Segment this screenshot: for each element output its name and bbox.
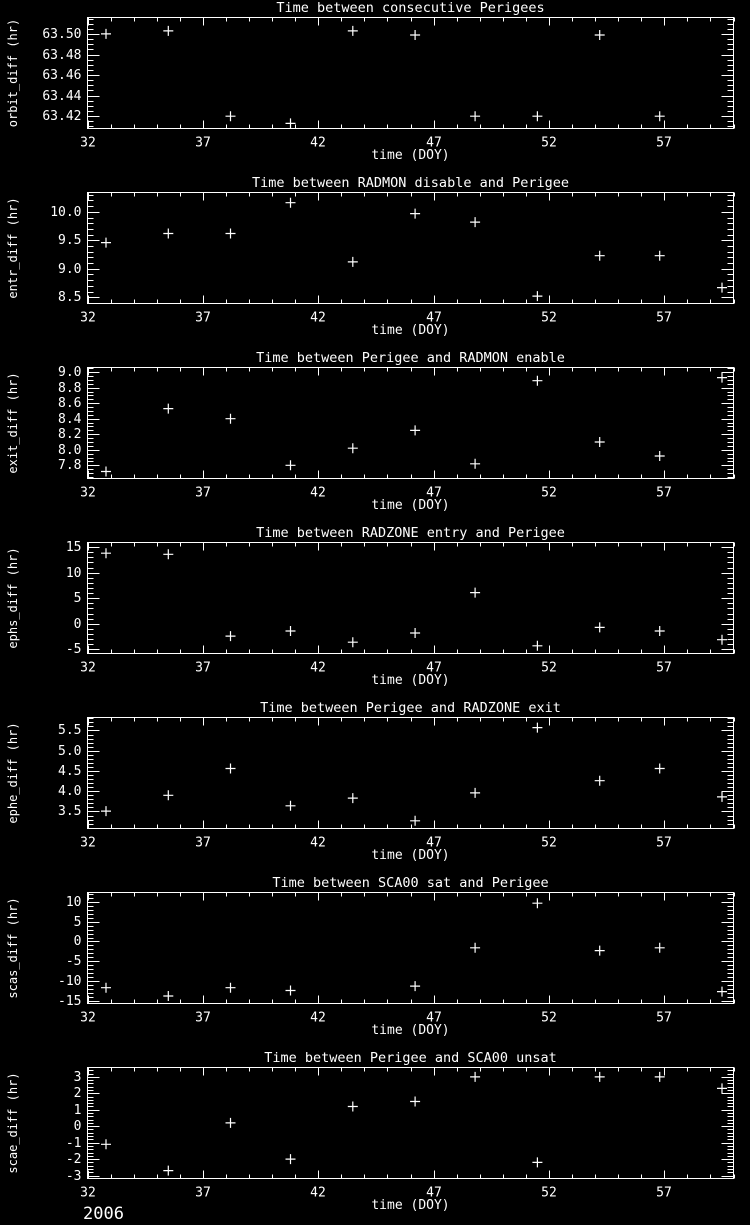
subplot-entr-diff [0,175,750,350]
plot-title: Time between Perigee and RADMON enable [256,350,565,366]
x-axis-label: time (DOY) [371,1023,450,1038]
data-point-markers [101,548,727,651]
data-point-markers [101,723,727,826]
x-tick-label: 52 [541,660,557,676]
plot-title: Time between SCA00 sat and Perigee [272,875,549,891]
y-tick-label: 8.6 [58,396,82,411]
x-tick-label: 32 [80,135,96,151]
x-tick-label: 52 [541,1010,557,1026]
y-tick-label: 63.48 [42,48,82,63]
x-tick-label: 42 [310,835,326,851]
y-axis-label: exit_diff (hr) [6,372,20,474]
axis-ticks [88,893,735,1004]
y-tick-label: 5 [73,591,82,606]
x-tick-label: 57 [656,835,672,851]
y-axis-label: ephe_diff (hr) [6,722,20,824]
y-tick-label: -1 [65,1136,82,1151]
x-tick-label: 32 [80,660,96,676]
x-axis-label: time (DOY) [371,148,450,163]
plot-frame [88,18,734,129]
y-tick-label: 5.0 [58,744,82,759]
y-tick-label: 2 [73,1086,82,1101]
x-tick-label: 37 [195,1185,211,1201]
plot-frame [88,718,734,829]
x-tick-label: 32 [80,1185,96,1201]
axis-ticks [88,718,735,829]
x-tick-label: 57 [656,1185,672,1201]
plot-title: Time between RADZONE entry and Perigee [256,525,565,541]
data-point-markers [101,26,665,128]
plot-title: Time between Perigee and RADZONE exit [260,700,561,716]
data-point-markers [101,1072,727,1176]
x-tick-label: 42 [310,1010,326,1026]
axis-ticks [88,193,735,304]
plot-title: Time between consecutive Perigees [276,0,545,16]
y-tick-label: 3.5 [58,804,82,819]
x-tick-label: 42 [310,135,326,151]
x-axis-label: time (DOY) [371,673,450,688]
year-label: 2006 [83,1204,124,1224]
axis-ticks [88,1068,735,1179]
y-tick-label: 10 [65,895,82,910]
y-axis-label: entr_diff (hr) [6,197,20,299]
axis-ticks [88,543,735,654]
x-tick-label: 47 [426,835,442,851]
x-tick-label: 52 [541,310,557,326]
data-point-markers [101,198,727,301]
x-tick-label: 57 [656,660,672,676]
y-tick-label: 4.0 [58,784,82,799]
x-tick-label: 52 [541,835,557,851]
x-tick-label: 47 [426,1010,442,1026]
x-tick-label: 47 [426,1185,442,1201]
y-tick-label: -5 [65,642,82,657]
x-tick-label: 57 [656,310,672,326]
y-axis-label: scas_diff (hr) [6,897,20,999]
subplot-ephe-diff [0,700,750,875]
plot-frame [88,368,734,479]
axis-ticks [88,368,735,479]
y-tick-label: 15 [65,540,82,555]
y-tick-label: 0 [73,934,82,949]
y-tick-label: 9.5 [58,233,82,248]
subplot-exit-diff [0,350,750,525]
y-tick-label: 9.0 [58,365,82,380]
y-axis-label: scae_diff (hr) [6,1072,20,1174]
y-tick-label: 1 [73,1103,82,1118]
x-tick-label: 42 [310,660,326,676]
y-tick-label: 0 [73,1119,82,1134]
x-tick-label: 37 [195,135,211,151]
x-tick-label: 47 [426,660,442,676]
x-tick-label: 42 [310,1185,326,1201]
x-tick-label: 32 [80,835,96,851]
y-tick-label: 10 [65,566,82,581]
x-tick-label: 37 [195,660,211,676]
subplot-ephs-diff [0,525,750,700]
plot-frame [88,543,734,654]
x-tick-label: 47 [426,310,442,326]
x-tick-label: 32 [80,310,96,326]
x-tick-label: 42 [310,310,326,326]
x-tick-label: 37 [195,485,211,501]
y-axis-label: ephs_diff (hr) [6,547,20,649]
subplot-orbit-diff [0,0,750,175]
y-tick-label: 9.0 [58,262,82,277]
x-axis-label: time (DOY) [371,1198,450,1213]
y-tick-label: 5 [73,915,82,930]
y-tick-label: 63.50 [42,27,82,42]
x-tick-label: 37 [195,310,211,326]
y-tick-label: 8.4 [58,412,82,427]
y-tick-label: 63.46 [42,68,82,83]
y-tick-label: -2 [65,1152,82,1167]
x-tick-label: 47 [426,135,442,151]
y-tick-label: 3 [73,1070,82,1085]
x-tick-label: 37 [195,1010,211,1026]
y-tick-label: 5.5 [58,723,82,738]
x-tick-label: 37 [195,835,211,851]
y-tick-label: -10 [58,974,82,989]
x-tick-label: 47 [426,485,442,501]
data-point-markers [101,898,727,1001]
y-tick-label: 4.5 [58,764,82,779]
y-tick-label: 8.0 [58,443,82,458]
subplot-scae-diff [0,1050,750,1225]
data-point-markers [101,373,727,477]
x-tick-label: 32 [80,485,96,501]
x-tick-label: 52 [541,485,557,501]
x-tick-label: 57 [656,135,672,151]
plot-frame [88,893,734,1004]
y-tick-label: 8.8 [58,381,82,396]
plot-title: Time between Perigee and SCA00 unsat [264,1050,557,1066]
x-tick-label: 57 [656,485,672,501]
x-tick-label: 42 [310,485,326,501]
y-tick-label: -3 [65,1169,82,1184]
x-tick-label: 52 [541,1185,557,1201]
plot-frame [88,193,734,304]
y-tick-label: 8.5 [58,290,82,305]
y-tick-label: 63.44 [42,89,82,104]
subplot-scas-diff [0,875,750,1050]
y-tick-label: -5 [65,954,82,969]
x-axis-label: time (DOY) [371,848,450,863]
y-axis-label: orbit_diff (hr) [6,18,20,128]
y-tick-label: 0 [73,617,82,632]
y-tick-label: 7.8 [58,458,82,473]
x-axis-label: time (DOY) [371,498,450,513]
y-tick-label: -15 [58,994,82,1009]
plot-title: Time between RADMON disable and Perigee [252,175,569,191]
y-tick-label: 8.2 [58,427,82,442]
x-axis-label: time (DOY) [371,323,450,338]
x-tick-label: 57 [656,1010,672,1026]
y-tick-label: 10.0 [50,205,82,220]
x-tick-label: 32 [80,1010,96,1026]
axis-ticks [88,18,735,129]
x-tick-label: 52 [541,135,557,151]
y-tick-label: 63.42 [42,109,82,124]
plot-frame [88,1068,734,1179]
